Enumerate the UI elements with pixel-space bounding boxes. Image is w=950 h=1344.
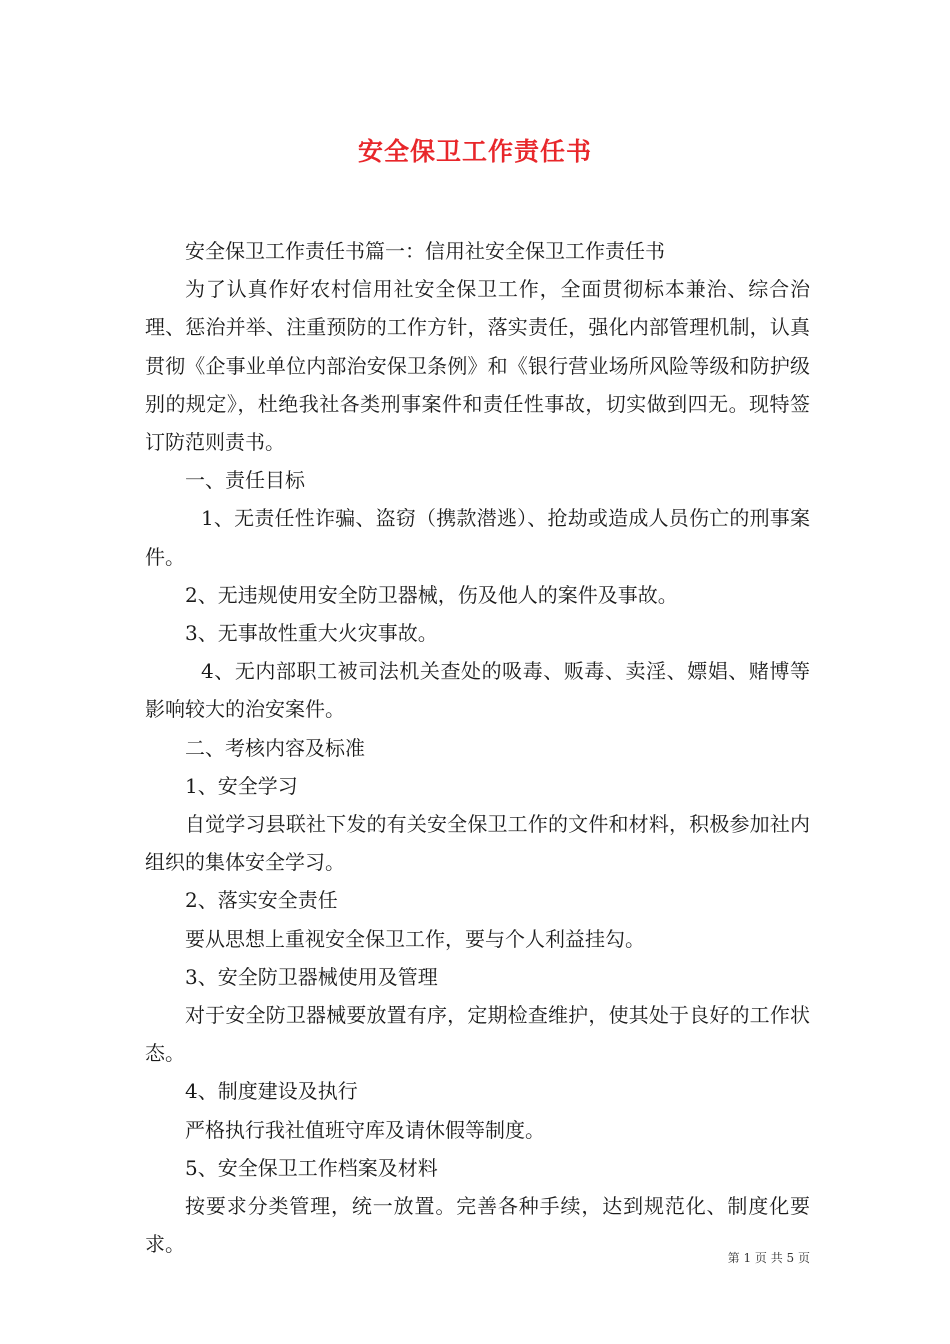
intro-paragraph: 为了认真作好农村信用社安全保卫工作，全面贯彻标本兼治、综合治理、惩治并举、注重预防的工作方针，落实责任，强化内部管理机制，认真贯彻《企事业单位内部治安保卫条例》和《银行营业场所风险等级和防护级别的规定》，杜绝我社各类刑事案件和责任性事故，切实做到四无。现特签订防范则责书。 (145, 277, 810, 455)
subsection-body: 按要求分类管理，统一放置。完善各种手续，达到规范化、制度化要求。 (145, 1194, 810, 1257)
goal-item: 4、无内部职工被司法机关查处的吸毒、贩毒、卖淫、嫖娼、赌博等影响较大的治安案件。 (145, 659, 810, 722)
subsection-body: 对于安全防卫器械要放置有序，定期检查维护，使其处于良好的工作状态。 (145, 1003, 810, 1066)
section-heading: 一、责任目标 (185, 468, 305, 493)
subsection-heading: 4、制度建设及执行 (185, 1079, 358, 1104)
subsection-body: 自觉学习县联社下发的有关安全保卫工作的文件和材料，积极参加社内组织的集体安全学习。 (145, 812, 810, 875)
goal-item: 2、无违规使用安全防卫器械，伤及他人的案件及事故。 (185, 582, 678, 607)
subsection-body: 要从思想上重视安全保卫工作，要与个人利益挂勾。 (185, 926, 645, 951)
goal-item: 1、无责任性诈骗、盗窃（携款潜逃）、抢劫或造成人员伤亡的刑事案件。 (145, 506, 810, 569)
subsection-heading: 5、安全保卫工作档案及材料 (185, 1155, 438, 1180)
section-heading: 二、考核内容及标准 (185, 735, 365, 760)
page-number: 第 1 页 共 5 页 (727, 1251, 810, 1265)
subsection-heading: 3、安全防卫器械使用及管理 (185, 964, 438, 989)
subtitle-paragraph: 安全保卫工作责任书篇一：信用社安全保卫工作责任书 (185, 239, 665, 263)
subsection-heading: 1、安全学习 (185, 773, 298, 798)
document-body (145, 232, 810, 1263)
subsection-body: 严格执行我社值班守库及请休假等制度。 (185, 1117, 545, 1142)
subsection-heading: 2、落实安全责任 (185, 888, 338, 913)
document-title: 安全保卫工作责任书 (357, 137, 592, 166)
goal-item: 3、无事故性重大火灾事故。 (185, 621, 438, 646)
